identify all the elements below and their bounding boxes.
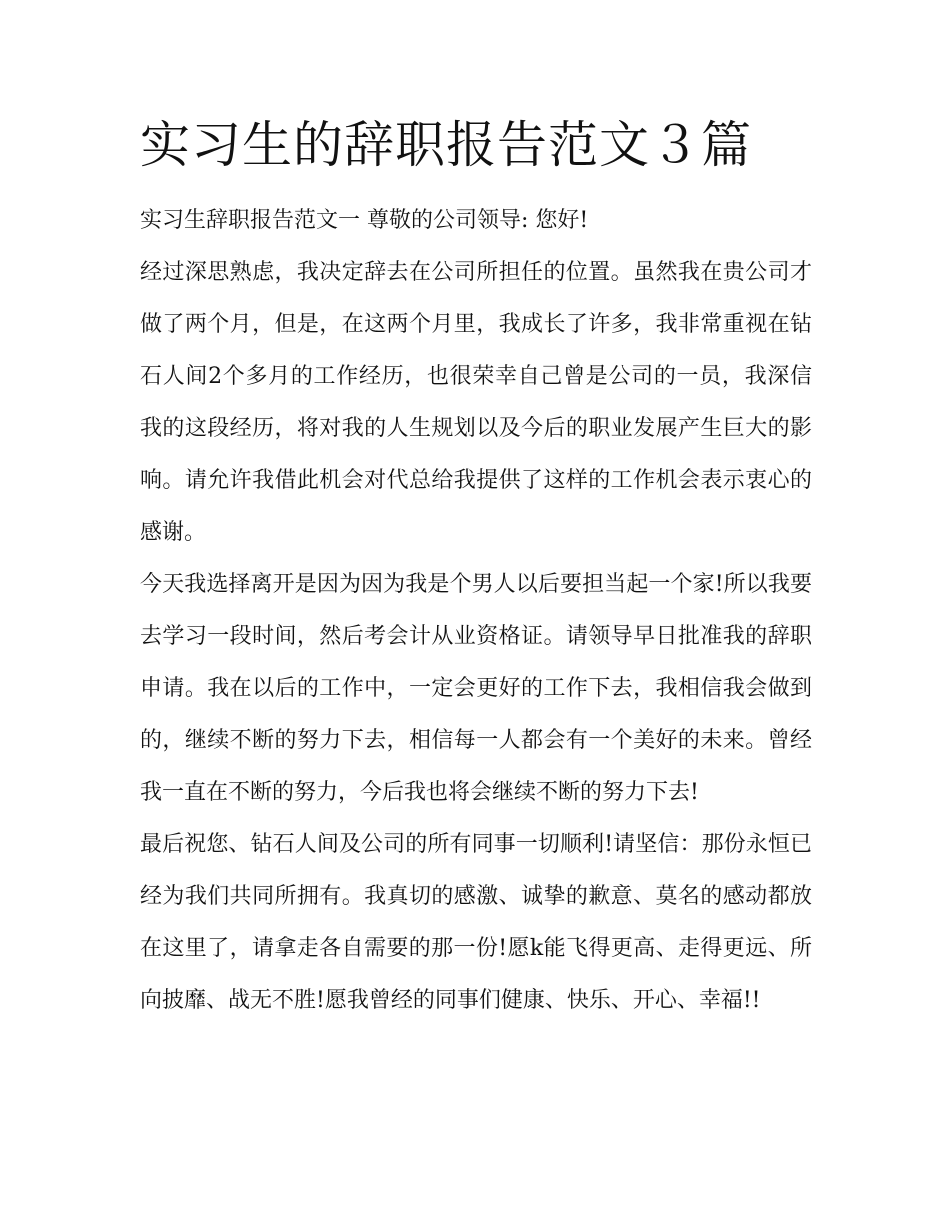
paragraph-decision: 经过深思熟虑，我决定辞去在公司所担任的位置。虽然我在贵公司才做了两个月，但是，在这两个月里，我成长了许多，我非常重视在钻石人间2个多月的工作经历，也很荣幸自己曾是公司的一员，我深信我的这段经历，将对我的人生规划以及今后的职业发展产生巨大的影响。请允许我借此机会对代总给我提供了这样的工作机会表示衷心的感谢。 — [140, 260, 812, 545]
paragraph-reason: 今天我选择离开是因为因为我是个男人以后要担当起一个家!所以我要去学习一段时间，然后考会计从业资格证。请领导早日批准我的辞职申请。我在以后的工作中，一定会更好的工作下去，我相信我会做到的，继续不断的努力下去，相信每一人都会有一个美好的未来。曾经我一直在不断的努力，今后我也将会继续不断的努力下去! — [140, 572, 812, 805]
paragraph-closing: 最后祝您、钻石人间及公司的所有同事一切顺利!请坚信：那份永恒已经为我们共同所拥有。我真切的感激、诚挚的歉意、莫名的感动都放在这里了，请拿走各自需要的那一份!愿k能飞得更高、走得更远、所向披靡、战无不胜!愿我曾经的同事们健康、快乐、开心、幸福!! — [140, 832, 812, 1013]
document-body — [140, 195, 812, 1027]
paragraph-greeting: 实习生辞职报告范文一 尊敬的公司领导: 您好! — [140, 208, 589, 233]
document-title: 实习生的辞职报告范文３篇 — [140, 116, 752, 174]
